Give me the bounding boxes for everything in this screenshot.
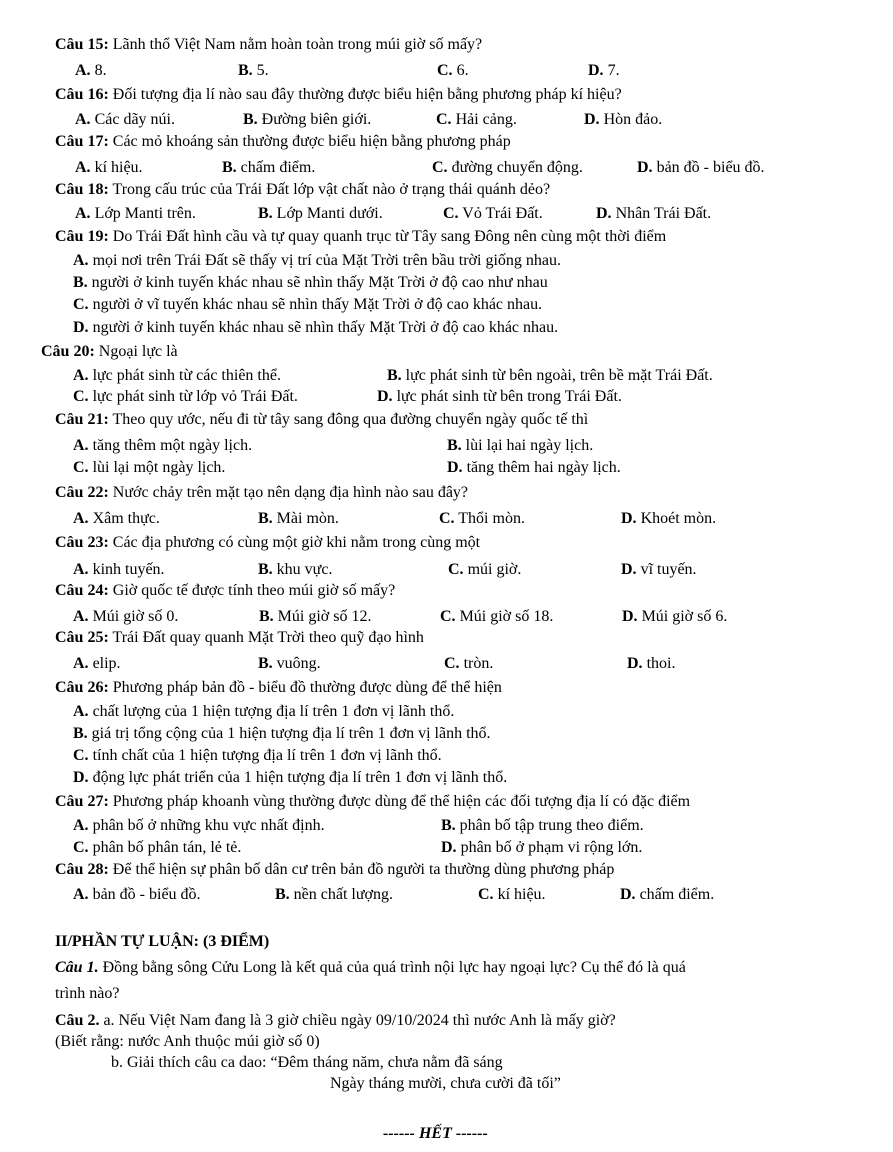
option-b [441, 818, 644, 834]
option-text: Múi giờ số 12. [277, 608, 372, 625]
option-label: D. [620, 886, 636, 903]
option-c [73, 748, 442, 764]
option-label: A. [73, 561, 89, 578]
option-a [73, 511, 160, 527]
option-label: A. [75, 205, 91, 222]
option-text: tròn. [463, 655, 494, 672]
option-text: 7. [607, 62, 620, 79]
question-20 [41, 344, 178, 360]
option-b [258, 656, 321, 672]
option-b [73, 726, 491, 742]
option-text: Múi giờ số 6. [641, 608, 728, 625]
option-a [75, 112, 175, 128]
option-d [588, 63, 620, 79]
option-text: elip. [92, 655, 121, 672]
question-label: Câu 16: [55, 86, 109, 103]
essay-question-text: a. Nếu Việt Nam đang là 3 giờ chiều ngày 09/10/2024 thì nước Anh là mấy giờ? [103, 1012, 616, 1029]
question-27 [55, 794, 690, 810]
option-c [478, 887, 546, 903]
option-text: 6. [456, 62, 469, 79]
question-text: Ngoại lực là [98, 343, 178, 360]
option-c [437, 63, 469, 79]
option-label: D. [73, 319, 89, 336]
option-label: A. [73, 252, 89, 269]
option-b [258, 562, 332, 578]
question-label: Câu 24: [55, 582, 109, 599]
question-21 [55, 412, 588, 428]
question-label: Câu 25: [55, 629, 109, 646]
option-c [73, 460, 225, 476]
option-text: vuông. [276, 655, 321, 672]
question-text: Phương pháp bản đồ - biểu đồ thường được dùng để thể hiện [112, 679, 502, 696]
option-text: nền chất lượng. [293, 886, 393, 903]
option-text: tính chất của 1 hiện tượng địa lí trên 1 đơn vị lãnh thổ. [92, 747, 442, 764]
option-text: người ở vĩ tuyến khác nhau sẽ nhìn thấy Mặt Trời ở độ cao khác nhau. [92, 296, 543, 313]
question-text: Các địa phương có cùng một giờ khi nằm trong cùng một [112, 534, 481, 551]
option-label: D. [447, 459, 463, 476]
option-label: A. [75, 159, 91, 176]
question-24 [55, 583, 395, 599]
option-label: C. [443, 205, 459, 222]
option-b [243, 112, 371, 128]
option-d [377, 389, 622, 405]
question-label: Câu 21: [55, 411, 109, 428]
option-label: C. [73, 747, 89, 764]
option-label: B. [222, 159, 237, 176]
option-text: giá trị tổng cộng của 1 hiện tượng địa lí trên 1 đơn vị lãnh thổ. [91, 725, 491, 742]
option-label: D. [588, 62, 604, 79]
question-text: Do Trái Đất hình cầu và tự quay quanh trục từ Tây sang Đông nên cùng một thời điểm [112, 228, 667, 245]
option-label: B. [447, 437, 462, 454]
option-label: C. [437, 62, 453, 79]
question-17 [55, 134, 511, 150]
question-text: Trái Đất quay quanh Mặt Trời theo quỹ đạo hình [112, 629, 424, 646]
option-label: D. [637, 159, 653, 176]
essay-heading: II/PHẦN TỰ LUẬN: (3 ĐIỂM) [55, 933, 270, 950]
option-text: thoi. [646, 655, 676, 672]
question-label: Câu 17: [55, 133, 109, 150]
option-label: D. [621, 561, 637, 578]
option-text: phân bố ở phạm vi rộng lớn. [460, 839, 643, 856]
option-label: C. [73, 459, 89, 476]
option-label: D. [441, 839, 457, 856]
question-text: Nước chảy trên mặt tạo nên dạng địa hình nào sau đây? [112, 484, 469, 501]
option-label: D. [621, 510, 637, 527]
essay-question-label: Câu 1. [55, 959, 99, 976]
option-d [627, 656, 675, 672]
essay-question-1 [55, 960, 686, 976]
option-label: A. [75, 62, 91, 79]
question-label: Câu 20: [41, 343, 95, 360]
option-b [387, 368, 713, 384]
option-text: lực phát sinh từ bên ngoài, trên bề mặt Trái Đất. [405, 367, 713, 384]
option-label: B. [441, 817, 456, 834]
option-text: múi giờ. [467, 561, 522, 578]
option-b [259, 609, 371, 625]
option-text: tăng thêm hai ngày lịch. [466, 459, 621, 476]
option-d [620, 887, 714, 903]
option-text: lùi lại hai ngày lịch. [465, 437, 594, 454]
option-b [222, 160, 315, 176]
option-c [444, 656, 493, 672]
option-label: C. [73, 296, 89, 313]
question-28 [55, 862, 614, 878]
essay-question-1-cont: trình nào? [55, 985, 120, 1002]
option-label: B. [275, 886, 290, 903]
essay-question-2b-cont: Ngày tháng mười, chưa cười đã tối” [330, 1075, 561, 1092]
option-text: lực phát sinh từ các thiên thể. [92, 367, 281, 384]
option-text: Lớp Manti dưới. [276, 205, 383, 222]
option-label: A. [73, 510, 89, 527]
option-c [432, 160, 583, 176]
option-text: kí hiệu. [94, 159, 143, 176]
option-label: B. [258, 510, 273, 527]
question-25 [55, 630, 424, 646]
option-label: D. [622, 608, 638, 625]
option-label: B. [243, 111, 258, 128]
option-c [436, 112, 517, 128]
option-label: A. [73, 817, 89, 834]
option-d [73, 320, 558, 336]
option-a [73, 368, 281, 384]
essay-question-label: Câu 2. [55, 1012, 100, 1029]
option-label: A. [73, 655, 89, 672]
option-label: A. [73, 886, 89, 903]
option-text: lực phát sinh từ bên trong Trái Đất. [396, 388, 622, 405]
question-text: Các mỏ khoáng sản thường được biểu hiện bằng phương pháp [112, 133, 511, 150]
option-label: B. [73, 274, 88, 291]
option-text: Vỏ Trái Đất. [462, 205, 543, 222]
option-label: A. [73, 608, 89, 625]
option-text: Múi giờ số 0. [92, 608, 179, 625]
option-label: B. [258, 655, 273, 672]
option-text: phân bố phân tán, lẻ tẻ. [92, 839, 242, 856]
option-a [73, 438, 252, 454]
option-text: Đường biên giới. [261, 111, 372, 128]
option-c [440, 609, 553, 625]
question-15 [55, 37, 482, 53]
question-label: Câu 19: [55, 228, 109, 245]
option-label: D. [73, 769, 89, 786]
option-text: khu vực. [276, 561, 333, 578]
question-text: Theo quy ước, nếu đi từ tây sang đông qua đường chuyển ngày quốc tế thì [112, 411, 589, 428]
option-a [73, 656, 121, 672]
option-a [73, 562, 165, 578]
option-text: Khoét mòn. [640, 510, 717, 527]
option-c [73, 389, 298, 405]
question-18 [55, 182, 550, 198]
option-text: chất lượng của 1 hiện tượng địa lí trên 1 đơn vị lãnh thổ. [92, 703, 455, 720]
question-label: Câu 23: [55, 534, 109, 551]
question-label: Câu 15: [55, 36, 109, 53]
end-marker: ------ HẾT ------ [383, 1125, 488, 1142]
option-c [448, 562, 521, 578]
option-a [75, 160, 143, 176]
question-label: Câu 18: [55, 181, 109, 198]
option-text: Mài mòn. [276, 510, 339, 527]
question-text: Trong cấu trúc của Trái Đất lớp vật chất nào ở trạng thái quánh dẻo? [112, 181, 551, 198]
option-text: Hải cảng. [455, 111, 517, 128]
option-text: mọi nơi trên Trái Đất sẽ thấy vị trí của Mặt Trời trên bầu trời giống nhau. [92, 252, 562, 269]
option-text: chấm điểm. [240, 159, 316, 176]
option-text: người ở kinh tuyến khác nhau sẽ nhìn thấy Mặt Trời ở độ cao khác nhau. [92, 319, 559, 336]
option-label: A. [73, 703, 89, 720]
option-d [447, 460, 621, 476]
option-text: chấm điểm. [639, 886, 715, 903]
question-label: Câu 28: [55, 861, 109, 878]
option-label: C. [478, 886, 494, 903]
question-text: Phương pháp khoanh vùng thường được dùng để thể hiện các đối tượng địa lí có đặc điểm [112, 793, 691, 810]
option-label: B. [238, 62, 253, 79]
question-label: Câu 27: [55, 793, 109, 810]
question-text: Đối tượng địa lí nào sau đây thường được biểu hiện bằng phương pháp kí hiệu? [112, 86, 622, 103]
option-text: bản đồ - biểu đồ. [92, 886, 201, 903]
option-label: A. [75, 111, 91, 128]
option-label: D. [377, 388, 393, 405]
option-b [238, 63, 269, 79]
option-text: Nhân Trái Đất. [615, 205, 712, 222]
option-a [73, 253, 561, 269]
option-text: phân bố ở những khu vực nhất định. [92, 817, 325, 834]
option-text: phân bố tập trung theo điểm. [459, 817, 644, 834]
option-d [621, 562, 697, 578]
option-text: động lực phát triển của 1 hiện tượng địa lí trên 1 đơn vị lãnh thổ. [92, 769, 508, 786]
option-label: C. [73, 839, 89, 856]
option-label: D. [584, 111, 600, 128]
option-b [275, 887, 393, 903]
question-23 [55, 535, 480, 551]
option-text: lực phát sinh từ lớp vỏ Trái Đất. [92, 388, 298, 405]
question-16 [55, 87, 622, 103]
question-22 [55, 485, 468, 501]
option-a [73, 704, 454, 720]
option-b [258, 206, 383, 222]
option-label: A. [73, 437, 89, 454]
question-19 [55, 229, 666, 245]
option-label: C. [73, 388, 89, 405]
option-text: 5. [256, 62, 269, 79]
option-text: lùi lại một ngày lịch. [92, 459, 226, 476]
option-c [73, 840, 241, 856]
question-label: Câu 22: [55, 484, 109, 501]
option-a [73, 818, 325, 834]
option-text: vĩ tuyến. [640, 561, 697, 578]
option-b [73, 275, 548, 291]
option-c [73, 297, 542, 313]
option-label: C. [444, 655, 460, 672]
option-a [73, 609, 178, 625]
option-label: C. [439, 510, 455, 527]
option-d [584, 112, 662, 128]
question-text: Giờ quốc tế được tính theo múi giờ số mấy? [112, 582, 396, 599]
option-label: C. [432, 159, 448, 176]
option-text: người ở kinh tuyến khác nhau sẽ nhìn thấy Mặt Trời ở độ cao như nhau [91, 274, 548, 291]
option-text: tăng thêm một ngày lịch. [92, 437, 253, 454]
essay-question-2-note: (Biết rằng: nước Anh thuộc múi giờ số 0) [55, 1033, 320, 1050]
option-d [621, 511, 716, 527]
option-label: B. [258, 561, 273, 578]
option-text: Thổi mòn. [458, 510, 525, 527]
option-text: Xâm thực. [92, 510, 160, 527]
option-text: 8. [94, 62, 107, 79]
option-label: D. [596, 205, 612, 222]
option-text: Lớp Manti trên. [94, 205, 196, 222]
option-label: D. [627, 655, 643, 672]
option-text: Múi giờ số 18. [459, 608, 554, 625]
option-text: Các dãy núi. [94, 111, 175, 128]
option-label: B. [73, 725, 88, 742]
option-a [73, 887, 201, 903]
option-b [258, 511, 339, 527]
option-label: B. [387, 367, 402, 384]
option-label: A. [73, 367, 89, 384]
question-26 [55, 680, 502, 696]
option-text: Hòn đảo. [603, 111, 663, 128]
option-text: bản đồ - biểu đồ. [656, 159, 765, 176]
essay-question-2b: b. Giải thích câu ca dao: “Đêm tháng năm, chưa nằm đã sáng [111, 1054, 503, 1071]
option-label: C. [448, 561, 464, 578]
option-c [443, 206, 543, 222]
option-d [637, 160, 765, 176]
option-label: C. [440, 608, 456, 625]
option-c [439, 511, 525, 527]
question-label: Câu 26: [55, 679, 109, 696]
essay-question-text: Đồng bằng sông Cửu Long là kết quả của quá trình nội lực hay ngoại lực? Cụ thể đó là quá [102, 959, 686, 976]
option-a [75, 206, 196, 222]
option-label: B. [258, 205, 273, 222]
question-text: Lãnh thổ Việt Nam nằm hoàn toàn trong múi giờ số mấy? [112, 36, 483, 53]
option-b [447, 438, 593, 454]
question-text: Để thể hiện sự phân bố dân cư trên bản đồ người ta thường dùng phương pháp [112, 861, 615, 878]
option-label: B. [259, 608, 274, 625]
option-d [622, 609, 727, 625]
essay-question-2 [55, 1013, 616, 1029]
option-label: C. [436, 111, 452, 128]
option-d [73, 770, 507, 786]
option-text: kinh tuyến. [92, 561, 165, 578]
option-a [75, 63, 107, 79]
option-d [441, 840, 642, 856]
option-text: đường chuyển động. [451, 159, 583, 176]
option-text: kí hiệu. [497, 886, 546, 903]
option-d [596, 206, 711, 222]
